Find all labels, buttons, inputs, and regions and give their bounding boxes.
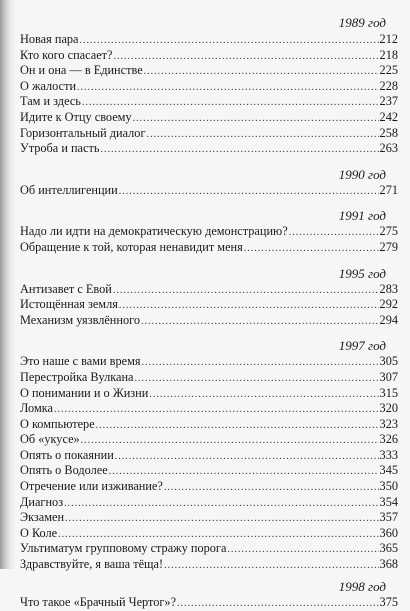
toc-entry[interactable] [20,432,398,448]
dot-leader [244,241,379,257]
entry-page: 360 [379,525,398,540]
book-gutter-shadow [0,0,16,569]
section-gap [20,157,398,167]
toc-entry[interactable] [20,126,398,142]
entry-page: 212 [379,32,398,46]
dot-leader [142,355,379,371]
entry-title: О компьютере [20,416,95,431]
entry-title: О Коле [20,525,58,540]
entry-page: 263 [379,141,398,156]
entry-title: Истощённая земля [20,297,118,312]
dot-leader [109,464,379,480]
entry-title: Ломка [20,401,53,416]
entry-page: 323 [379,416,398,431]
dot-leader [82,95,379,111]
entry-page: 228 [379,78,398,93]
toc-entry[interactable] [20,448,398,464]
entry-title: О понимании и о Жизни [20,385,149,400]
toc-entry[interactable] [20,510,398,526]
dot-leader [133,111,379,127]
dot-leader [119,184,379,200]
entry-title: Об «укусе» [20,432,80,447]
entry-page: 275 [379,224,398,239]
year-heading: 1998 год [338,578,386,594]
entry-title: Отречение или изживание? [20,479,163,494]
entry-page: 279 [379,239,398,254]
toc-entry[interactable] [20,354,398,370]
entry-page: 345 [379,463,398,478]
section-gap [20,328,398,338]
section-1989 [20,14,398,157]
dot-leader [113,283,379,299]
dot-leader [96,418,379,434]
toc-entry[interactable] [20,370,398,386]
entry-page: 320 [379,401,398,416]
section-1997 [20,338,398,572]
toc-entry[interactable] [20,224,398,240]
entry-title: Обращение к той, которая ненавидит меня [20,239,243,254]
entry-page: 294 [379,312,398,327]
entry-page: 283 [379,281,398,296]
section-gap [20,198,398,208]
dot-leader [164,558,378,574]
entry-title: Горизонтальный диалог [20,125,146,140]
entry-title: Антизавет с Евой [20,281,112,296]
entry-title: Экзамен [20,510,65,525]
entry-title: Новая пара [20,32,79,46]
entry-title: Утроба и пасть [20,141,100,156]
toc-entry[interactable] [20,48,398,64]
entry-page: 271 [379,182,398,197]
toc-entry[interactable] [20,110,398,126]
toc-entry[interactable] [20,297,398,313]
table-of-contents [20,14,398,610]
entry-title: Там и здесь [20,94,81,109]
entry-title: Об интеллигенции [20,182,118,197]
toc-entry[interactable] [20,32,398,48]
dot-leader [115,449,379,465]
toc-entry[interactable] [20,417,398,433]
toc-entry[interactable] [20,79,398,95]
entry-page: 225 [379,63,398,78]
entry-title: Надо ли идти на демократическую демонстрацию? [20,224,288,239]
section-1995 [20,266,398,329]
year-heading: 1995 год [338,265,386,281]
section-1998 [20,579,398,611]
entry-page: 292 [379,297,398,312]
entry-title: Опять о Водолее [20,463,108,478]
dot-leader [80,33,379,49]
entry-page: 350 [379,479,398,494]
entry-page: 242 [379,109,398,124]
entry-page: 354 [379,494,398,509]
entry-page: 218 [379,47,398,62]
dot-leader [135,371,379,387]
dot-leader [141,314,379,330]
dot-leader [149,387,378,403]
toc-entry[interactable] [20,479,398,495]
dot-leader [64,496,378,512]
toc-entry[interactable] [20,541,398,557]
entry-title: Перестройка Вулкана [20,369,134,384]
dot-leader [227,542,378,558]
entry-page: 357 [379,510,398,525]
toc-entry[interactable] [20,63,398,79]
entry-page: 326 [379,432,398,447]
year-heading: 1989 год [338,15,386,30]
entry-title: Что такое «Брачный Чертог»? [20,594,177,609]
section-gap [20,256,398,266]
dot-leader [58,527,378,543]
toc-entry[interactable] [20,595,398,611]
year-heading: 1990 год [338,166,386,182]
entry-title: Ультиматум групповому стражу порога [20,541,227,556]
entry-page: 315 [379,385,398,400]
entry-page: 365 [379,541,398,556]
toc-entry[interactable] [20,313,398,329]
toc-entry[interactable] [20,463,398,479]
section-1990 [20,167,398,199]
toc-entry[interactable] [20,282,398,298]
year-heading: 1991 год [338,208,386,224]
section-1991 [20,208,398,255]
toc-entry[interactable] [20,526,398,542]
year-heading: 1997 год [338,338,386,354]
entry-title: Механизм уязвлённого [20,312,141,327]
entry-page: 307 [379,369,398,384]
dot-leader [147,127,379,143]
toc-entry[interactable] [20,386,398,402]
dot-leader [177,596,379,611]
entry-title: Здравствуйте, я ваша тёща! [20,557,164,572]
dot-leader [54,402,379,418]
toc-entry[interactable] [20,401,398,417]
toc-entry[interactable] [20,141,398,157]
entry-title: Идите к Отцу своему [20,109,132,124]
dot-leader [100,142,378,158]
dot-leader [144,64,379,80]
dot-leader [81,433,379,449]
entry-page: 305 [379,354,398,369]
toc-entry[interactable] [20,495,398,511]
entry-page: 375 [379,594,398,609]
entry-title: О жалости [20,78,77,93]
dot-leader [289,225,379,241]
entry-page: 237 [379,94,398,109]
entry-title: Это наше с вами время [20,354,141,369]
dot-leader [164,480,379,496]
entry-page: 368 [379,557,398,572]
dot-leader [119,298,379,314]
entry-title: Кто кого спасает? [20,47,113,62]
dot-leader [77,80,379,96]
toc-entry[interactable] [20,240,398,256]
entry-title: Диагноз [20,494,64,509]
entry-page: 333 [379,447,398,462]
entry-title: Он и она — в Единстве [20,63,143,78]
toc-entry[interactable] [20,557,398,573]
toc-entry[interactable] [20,183,398,199]
dot-leader [65,511,378,527]
entry-title: Опять о покаянии [20,447,114,462]
toc-entry[interactable] [20,94,398,110]
entry-page: 258 [379,125,398,140]
dot-leader [113,49,378,65]
